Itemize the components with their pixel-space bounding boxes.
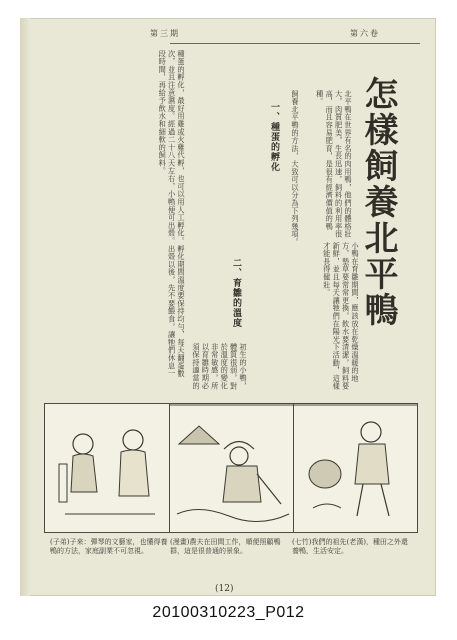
page-header <box>150 28 380 40</box>
header-volume: 第六卷 <box>350 29 380 38</box>
body-text-top: 飼養北平鴨的方法，大致可以分為下列幾項。 <box>291 90 300 246</box>
caption-2: (漫畫)農夫在田間工作，順便照顧鴨群，這是很普通的景象。 <box>170 538 281 555</box>
intro-text: 北平鴨在世界有名的肉用鴨，他們的體格壯大，肉質肥美，生長迅速，飼料的利用率很高，而且容易肥育，是很有經濟價值的鴨種。 <box>315 90 353 239</box>
section-heading-1: 一、種蛋的孵化 <box>269 102 279 172</box>
caption-1: (子弟)子來：彈琴的文藝家，也懂得養鴨的方法，家庭副業不可忽視。 <box>50 538 168 555</box>
man-with-pot-illustration <box>293 404 417 532</box>
panel-divider-2 <box>293 404 294 532</box>
document-page <box>20 18 436 596</box>
farmer-illustration <box>169 404 293 532</box>
panel-divider-1 <box>169 404 170 532</box>
caption-3: (七竹)我們的祖先(老漢)，種田之外還養鴨，生活安定。 <box>292 538 408 555</box>
section-heading-2: 二、育雛的溫度 <box>231 258 241 328</box>
archive-id: 20100310223_P012 <box>152 604 305 621</box>
article-title: 怎樣飼養北平鴨 <box>358 76 398 328</box>
header-rule <box>170 43 420 44</box>
page-number: (12) <box>215 584 234 594</box>
body-text-right: 小鴨在育雛期間，應該放在乾燥溫暖的地方，墊草要常常更換，飲水要清潔，飼料要新鮮，並且每天讓牠們在陽光下活動，這樣才能長得健壯。 <box>322 242 360 391</box>
header-issue: 第三期 <box>150 29 180 38</box>
musician-illustration <box>45 404 169 532</box>
page-spine <box>20 18 30 596</box>
body-text-left: 種蛋的孵化，最好用雞或火雞代孵，也可以用人工孵化。孵化期間溫度要保持均勻，每天翻蛋數次，並且注意濕度。經過二十八天左右，小鴨便可出殼。出殼以後，先不要餵食，讓牠們休息一段時間，再給予飲水和細軟的飼料。 <box>158 50 186 378</box>
body-text-mid: 初生的小鴨，體質很弱，對於溫度的變化非常敏感，所以育雛時期必須保持適當的 <box>191 343 248 390</box>
illustration-strip <box>44 403 418 533</box>
